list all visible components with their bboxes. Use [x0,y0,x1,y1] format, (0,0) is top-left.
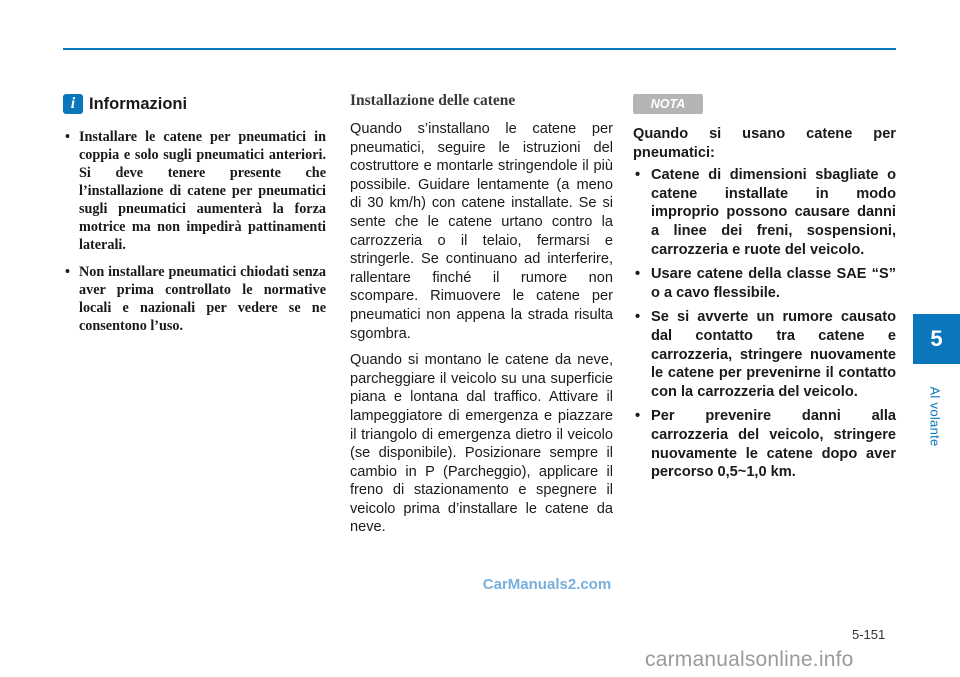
nota-badge: NOTA [633,94,703,114]
footer-watermark: carmanualsonline.info [645,648,854,671]
chapter-tab [913,314,960,364]
chapter-number: 5 [930,326,943,351]
nota-list-item: • Per prevenire danni alla carrozzeria del veicolo, stringere nuovamente le catene dopo aver percorso 0,5~1,0 km. [633,407,896,481]
nota-intro: Quando si usano catene per pneumatici: [633,126,896,161]
info-list-item: • Non installare pneumatici chiodati senza aver prima controllato le normative locali e nazionali per vedere se ne consentono l’uso. [63,263,326,335]
section-paragraph: Quando s’installano le catene per pneumatici, seguire le istruzioni del costruttore e montarle stringendole il più possibile. Guidare lentamente (a meno di 30 km/h) con catene installate. Se si sente che le catene urtano contro la carrozzeria o il telaio, fermarsi e stringerle. Se continuano ad interferire, rallentare finché il rumore non scompare. Rimuovere le catene per pneumatici non appena la strada risulta sgombra. [350,121,613,342]
header-rule [63,48,896,50]
section-title: Installazione delle catene [350,92,516,109]
info-title: Informazioni [89,94,188,113]
page-number: 5-151 [852,627,886,642]
info-column [63,92,326,344]
section-paragraph: Quando si montano le catene da neve, parcheggiare il veicolo su una superficie piana e lontana dal traffico. Attivare il lampeggiatore di emergenza e piazzare il triangolo di emergenza dietro il veicolo (se disponibile). Posizionare sempre il cambio in P (Parcheggio), applicare il freno di stazionamento e spegnere il veicolo prima d’installare le catene da neve. [350,352,613,536]
nota-column [633,92,896,488]
info-list-item: • Installare le catene per pneumatici in coppia e solo sugli pneumatici anteriori. Si deve tenere presente che l’installazione di catene per pneumatici sugli pneumatici aumenterà la forza motrice ma non impedirà pattinamenti laterali. [63,128,326,254]
nota-list-item: • Catene di dimensioni sbagliate o catene installate in modo improprio possono causare danni a linee dei freni, sospensioni, carrozzeria e ruote del veicolo. [633,166,896,259]
chapter-side-label [924,366,946,466]
info-header [63,94,326,114]
nota-list-item: • Se si avverte un rumore causato dal contatto tra catene e carrozzeria, stringere nuovamente le catene per prevenirne il contatto con la carrozzeria del veicolo. [633,308,896,401]
info-list [63,128,326,335]
info-icon: i [63,94,83,114]
chapter-side-label-text: Al volante [927,385,943,447]
nota-list [633,166,896,482]
watermark-link[interactable]: CarManuals2.com [482,576,612,593]
nota-list-item: • Usare catene della classe SAE “S” o a cavo flessibile. [633,265,896,302]
section-column [350,92,613,545]
